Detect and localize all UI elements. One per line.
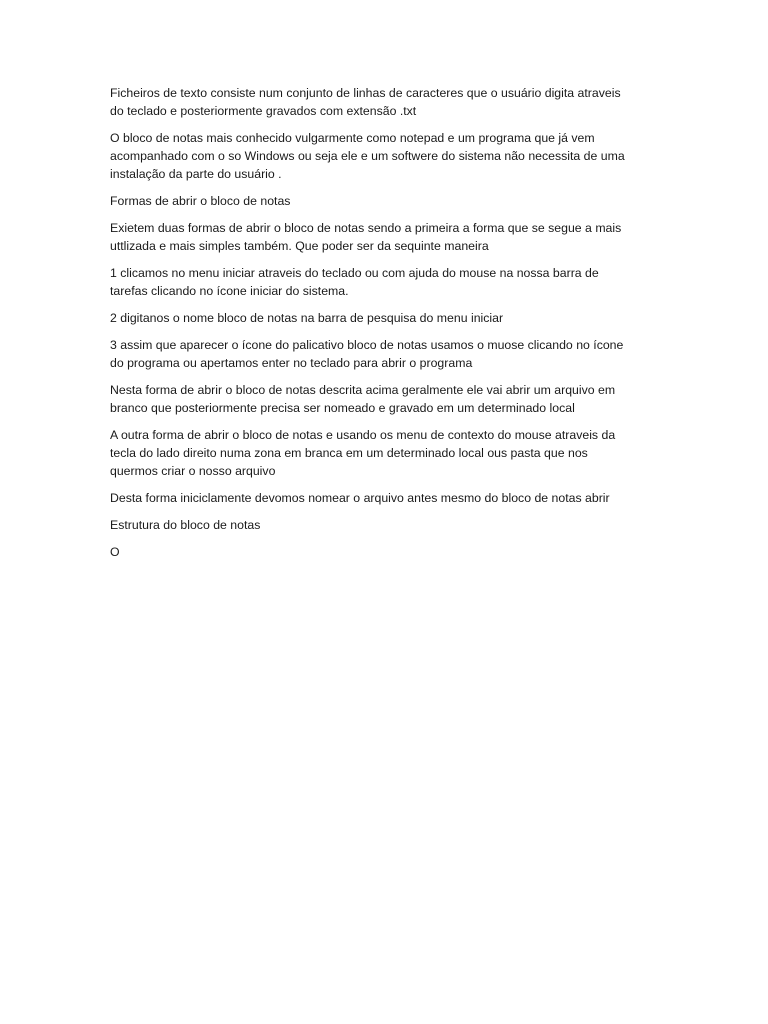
text-line: O: [110, 545, 120, 559]
text-line: tarefas clicando no ícone iniciar do sistema.: [110, 284, 349, 298]
text-line: branco que posteriormente precisa ser nomeado e gravado em um determinado local: [110, 401, 575, 415]
text-line: quermos criar o nosso arquivo: [110, 464, 276, 478]
text-line: do teclado e posteriormente gravados com extensão .txt: [110, 104, 417, 118]
paragraph-trailing: [110, 543, 658, 561]
text-line: A outra forma de abrir o bloco de notas e usando os menu de contexto do mouse atraveis da: [110, 428, 616, 442]
text-line: acompanhado com o so Windows ou seja ele e um softwere do sistema não necessita de uma: [110, 149, 625, 163]
text-line: tecla do lado direito numa zona em branca em um determinado local ous pasta que nos: [110, 446, 588, 460]
step-2: [110, 309, 658, 327]
text-line: instalação da parte do usuário .: [110, 167, 282, 181]
text-line: Desta forma iniciclamente devomos nomear o arquivo antes mesmo do bloco de notas abrir: [110, 491, 610, 505]
heading-ways-to-open: [110, 192, 658, 210]
paragraph-second-way-note: [110, 489, 658, 507]
text-line: do programa ou apertamos enter no teclado para abrir o programa: [110, 356, 473, 370]
paragraph-second-way: [110, 426, 658, 480]
text-line: 3 assim que aparecer o ícone do palicativo bloco de notas usamos o muose clicando no ícone: [110, 338, 624, 352]
text-line: 1 clicamos no menu iniciar atraveis do teclado ou com ajuda do mouse na nossa barra de: [110, 266, 599, 280]
text-line: Nesta forma de abrir o bloco de notas descrita acima geralmente ele vai abrir um arquivo em: [110, 383, 616, 397]
step-3: [110, 336, 658, 372]
heading-structure: [110, 516, 658, 534]
text-line: Estrutura do bloco de notas: [110, 518, 261, 532]
text-line: Ficheiros de texto consiste num conjunto de linhas de caracteres que o usuário digita atraveis: [110, 86, 621, 100]
text-line: O bloco de notas mais conhecido vulgarmente como notepad e um programa que já vem: [110, 131, 595, 145]
text-line: Exietem duas formas de abrir o bloco de notas sendo a primeira a forma que se segue a mais: [110, 221, 622, 235]
text-line: uttlizada e mais simples também. Que poder ser da sequinte maneira: [110, 239, 489, 253]
paragraph-two-ways: [110, 219, 658, 255]
paragraph-first-way-result: [110, 381, 658, 417]
paragraph-intro: [110, 84, 658, 120]
text-line: Formas de abrir o bloco de notas: [110, 194, 291, 208]
paragraph-notepad: [110, 129, 658, 183]
document-body: [110, 84, 658, 570]
step-1: [110, 264, 658, 300]
text-line: 2 digitanos o nome bloco de notas na barra de pesquisa do menu iniciar: [110, 311, 504, 325]
